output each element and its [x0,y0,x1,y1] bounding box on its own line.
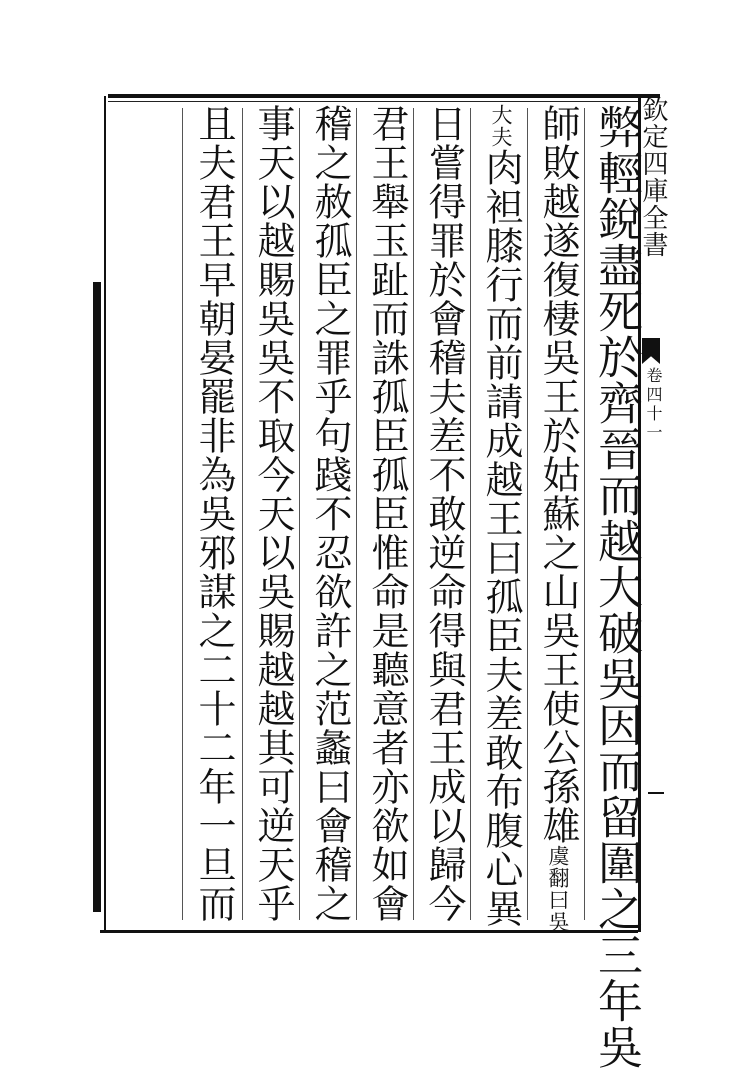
column-text: 稽之赦孤臣之罪乎句踐不忍欲許之范蠡曰會稽之 [308,104,352,923]
text-column-7 [247,104,299,922]
column-divider [584,108,585,920]
column-text: 君王舉玉趾而誅孤臣孤臣惟命是聽意者亦欲如會 [365,104,409,923]
text-column-1 [590,104,643,1070]
text-column-8 [188,104,240,922]
column-divider [242,108,243,920]
text-column-2 [532,104,584,933]
page-frame-top-inner [108,101,638,102]
column-text: 弊輕銳盡死於齊晉而越大破吳因而留圍之三年吳 [590,104,643,1070]
text-column-5 [361,104,413,922]
text-column-6 [304,104,356,922]
inline-annotation: 大夫 [489,104,513,148]
column-divider [182,108,183,920]
text-column-4 [418,104,470,922]
column-divider [527,108,528,920]
column-text: 日嘗得罪於會稽夫差不敢逆命得與君王成以歸今 [422,104,466,923]
column-text: 且夫君王早朝晏罷非為吳邪謀之二十二年一旦而 [192,104,236,923]
column-divider [299,108,300,920]
page-frame-left [104,96,106,932]
volume-label: 卷四十一 [644,367,663,443]
column-divider [470,108,471,920]
column-divider [413,108,414,920]
inline-annotation: 虞翻曰吳 [546,845,570,933]
binding-mark [93,282,101,912]
column-text: 肉袒膝行而前請成越王曰孤臣夫差敢布腹心異 [479,148,523,928]
page-frame-top [108,94,660,98]
column-divider [356,108,357,920]
column-text: 事天以越賜吳吳不取今天以吳賜越越其可逆天乎 [251,104,295,923]
gutter-title: 欽定四庫全書 [638,96,668,258]
column-text: 師敗越遂復棲吳王於姑蘇之山吳王使公孫雄 [536,104,580,845]
gutter [638,96,672,916]
text-column-3 [475,104,527,928]
